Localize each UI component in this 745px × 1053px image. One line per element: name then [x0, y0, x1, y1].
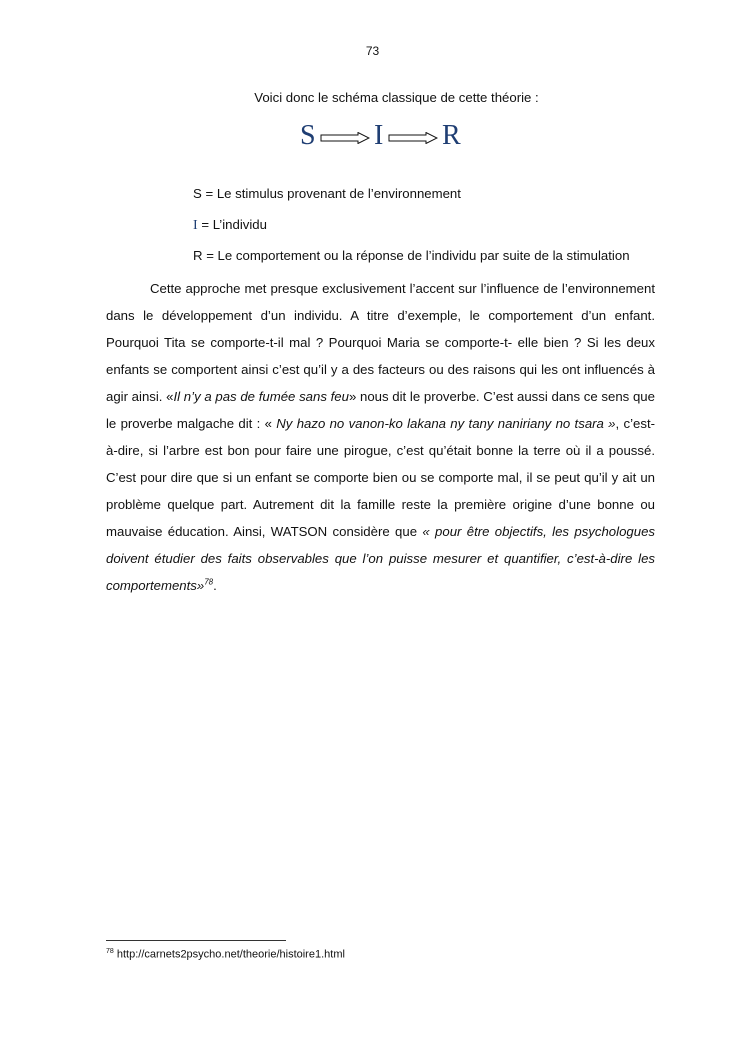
definition-s: S = Le stimulus provenant de l’environnement — [193, 186, 461, 201]
schema-s: S — [300, 120, 316, 151]
definition-r: R = Le comportement ou la réponse de l’individu par suite de la stimulation — [193, 248, 630, 263]
schema-intro: Voici donc le schéma classique de cette théorie : — [254, 90, 539, 105]
footnote — [106, 948, 345, 961]
arrow-right-icon — [388, 132, 438, 144]
arrow-right-icon — [320, 132, 370, 144]
paragraph-end: . — [213, 578, 217, 593]
page-number: 73 — [365, 44, 380, 58]
quote-proverb-mg: Ny hazo no vanon-ko lakana ny tany naniriany no tsara » — [276, 416, 616, 431]
footnote-number: 78 — [106, 948, 114, 955]
footnote-reference: 78 — [204, 577, 214, 587]
body-paragraph — [106, 275, 655, 599]
sir-schema — [300, 119, 470, 155]
quote-proverb-fr: Il n’y a pas de fumée sans feu — [173, 389, 349, 404]
schema-r: R — [442, 120, 461, 151]
quote-watson: « pour être objectifs, les psychologues doivent étudier des faits observables que l’on puisse mesurer et quantifier, c’est-à-dire les comportements» — [106, 524, 656, 593]
schema-i: I — [374, 120, 384, 151]
paragraph-text-2: » nous dit le proverbe. C’est aussi dans ce sens que le proverbe malgache dit : « — [106, 389, 655, 431]
footnote-link[interactable]: http://carnets2psycho.net/theorie/histoire1.html — [113, 948, 345, 961]
footnote-separator — [106, 940, 286, 941]
definition-i — [193, 217, 267, 234]
definition-i-text: = L’individu — [197, 217, 267, 232]
paragraph-text-1: Cette approche met presque exclusivement l’accent sur l’influence de l’environnement dans le développement d’un individu. A titre d’exemple, le comportement d’un enfant. Pourquoi Tita se comporte-t-il mal ? Pourquoi Maria se comporte-t- elle bien ? Si les deux enfants se comportent ainsi c’est qu’il y a des facteurs ou des raisons qui les ont influencés à agir ainsi. « — [106, 281, 655, 404]
paragraph-text-3: , c’est-à-dire, si l’arbre est bon pour faire une pirogue, c’est qu’était bonne la terre où il a poussé. C’est pour dire que si un enfant se comporte bien ou se comporte mal, il se peut qu’il y ait un problème quelque part. Autrement dit la famille reste la première origine d’une bonne ou mauvaise éducation. Ainsi, WATSON considère que — [106, 416, 655, 539]
definition-i-symbol: I — [193, 218, 198, 233]
